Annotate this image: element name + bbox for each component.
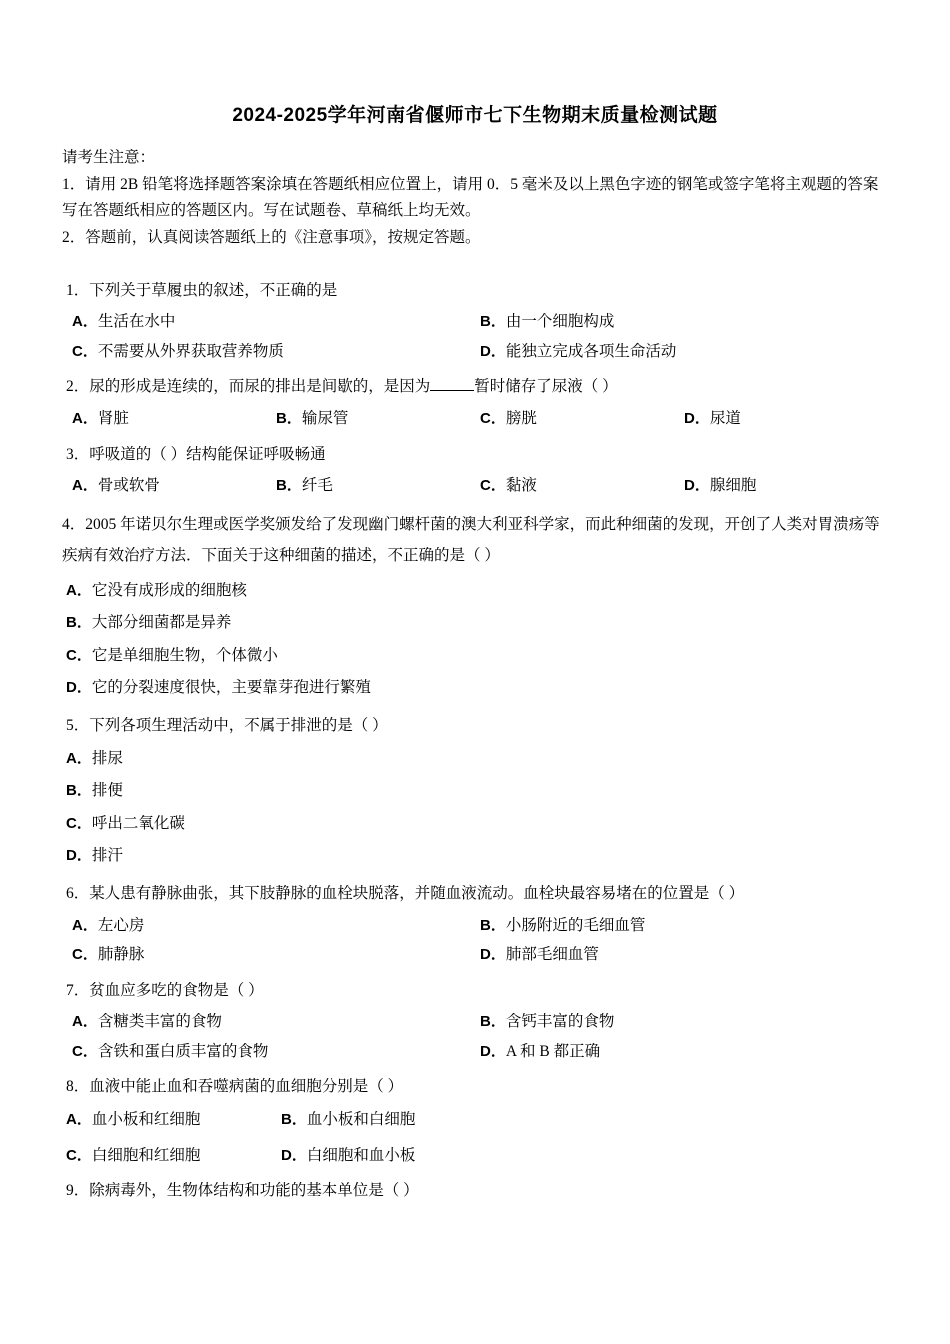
question-text: 2005 年诺贝尔生理或医学奖颁发给了发现幽门螺杆菌的澳大利亚科学家，而此种细菌的发现，开创了人类对胃溃疡等疾病有效治疗方法．下面关于这种细菌的描述，不正确的是（ ）: [62, 515, 880, 564]
question-stem: [62, 509, 888, 571]
option-text: 不需要从外界获取营养物质: [97, 342, 284, 360]
option-letter: B．: [276, 477, 302, 495]
question-stem: [62, 881, 888, 907]
option-d[interactable]: [66, 840, 888, 873]
question-1: [62, 278, 888, 367]
option-text: 含钙丰富的食物: [505, 1013, 615, 1031]
option-text: 肺部毛细血管: [505, 946, 599, 964]
option-text: 由一个细胞构成: [505, 313, 615, 331]
option-text: A 和 B 都正确: [505, 1042, 601, 1060]
option-text: 排便: [91, 782, 123, 800]
option-d[interactable]: [480, 940, 888, 970]
option-letter: C．: [72, 1042, 98, 1060]
option-text: 输尿管: [301, 410, 349, 428]
candidate-notice: [62, 145, 888, 252]
option-text: 它的分裂速度很快，主要靠芽孢进行繁殖: [91, 679, 371, 697]
option-letter: B．: [480, 916, 506, 934]
option-b[interactable]: [276, 471, 480, 501]
question-text: 呼吸道的（ ）结构能保证呼吸畅通: [89, 445, 326, 463]
option-letter: A．: [72, 1013, 98, 1031]
option-letter: A．: [72, 410, 98, 428]
option-text: 血小板和红细胞: [91, 1111, 201, 1129]
option-letter: B．: [66, 614, 92, 632]
option-d[interactable]: [684, 404, 888, 434]
option-group: [62, 307, 888, 366]
option-group-row-2: [62, 1140, 888, 1172]
option-c[interactable]: [72, 337, 480, 367]
option-c[interactable]: [480, 471, 684, 501]
question-3: [62, 442, 888, 501]
question-text: 除病毒外，生物体结构和功能的基本单位是（ ）: [89, 1181, 419, 1199]
option-text: 它是单细胞生物，个体微小: [91, 646, 278, 664]
option-text: 腺细胞: [709, 477, 757, 495]
option-letter: C．: [66, 814, 92, 832]
option-a[interactable]: [72, 1007, 480, 1037]
option-text: 生活在水中: [97, 313, 176, 331]
question-text-after-blank: 暂时储存了尿液（ ）: [474, 378, 618, 396]
option-c[interactable]: [72, 1037, 480, 1067]
question-6: [62, 881, 888, 970]
option-text: 膀胱: [505, 410, 537, 428]
option-a[interactable]: [72, 404, 276, 434]
option-b[interactable]: [480, 307, 888, 337]
question-number: 5．: [66, 716, 90, 734]
option-letter: D．: [66, 679, 92, 697]
option-text: 肾脏: [97, 410, 129, 428]
option-letter: A．: [66, 1111, 92, 1129]
question-2: [62, 374, 888, 433]
option-text: 纤毛: [301, 477, 333, 495]
option-letter: D．: [684, 477, 710, 495]
option-letter: A．: [66, 749, 92, 767]
option-text: 血小板和白细胞: [306, 1111, 416, 1129]
option-a[interactable]: [66, 1104, 281, 1136]
option-letter: C．: [66, 646, 92, 664]
option-letter: C．: [72, 342, 98, 360]
option-letter: B．: [276, 410, 302, 428]
option-text: 大部分细菌都是异养: [91, 614, 232, 632]
question-stem: [62, 1178, 888, 1204]
option-b[interactable]: [480, 911, 888, 941]
notice-line-2: 2．答题前，认真阅读答题纸上的《注意事项》，按规定答题。: [62, 228, 481, 246]
option-text: 白细胞和血小板: [306, 1146, 416, 1164]
option-b[interactable]: [480, 1007, 888, 1037]
question-text: 下列关于草履虫的叙述，不正确的是: [89, 281, 338, 299]
option-a[interactable]: [66, 743, 888, 776]
option-a[interactable]: [72, 911, 480, 941]
option-letter: C．: [66, 1146, 92, 1164]
notice-line-1: 1．请用 2B 铅笔将选择题答案涂填在答题纸相应位置上，请用 0．5 毫米及以上黑色字迹的钢笔或签字笔将主观题的答案写在答题纸相应的答题区内。写在试题卷、草稿纸上均无效。: [62, 175, 879, 220]
option-letter: A．: [72, 477, 98, 495]
option-c[interactable]: [66, 1140, 281, 1172]
option-text: 小肠附近的毛细血管: [505, 916, 646, 934]
option-group: [62, 471, 888, 501]
option-letter: D．: [480, 342, 506, 360]
option-letter: B．: [480, 313, 506, 331]
question-number: 7．: [66, 981, 90, 999]
option-b[interactable]: [276, 404, 480, 434]
option-b[interactable]: [66, 607, 888, 640]
option-c[interactable]: [72, 940, 480, 970]
question-number: 9．: [66, 1181, 90, 1199]
option-d[interactable]: [480, 337, 888, 367]
option-text: 肺静脉: [97, 946, 145, 964]
question-4: [62, 509, 888, 705]
option-group: [62, 404, 888, 434]
option-text: 排尿: [91, 749, 123, 767]
option-a[interactable]: [66, 575, 888, 608]
question-number: 8．: [66, 1078, 90, 1096]
option-c[interactable]: [66, 640, 888, 673]
option-b[interactable]: [281, 1104, 415, 1136]
question-number: 3．: [66, 445, 90, 463]
option-text: 黏液: [505, 477, 537, 495]
question-stem: [62, 1074, 888, 1100]
option-letter: C．: [480, 410, 506, 428]
option-c[interactable]: [480, 404, 684, 434]
question-text: 下列各项生理活动中，不属于排泄的是（ ）: [89, 716, 388, 734]
option-letter: C．: [480, 477, 506, 495]
option-letter: A．: [72, 313, 98, 331]
question-text: 尿的形成是连续的，而尿的排出是间歇的，是因为: [89, 378, 431, 396]
option-d[interactable]: [480, 1037, 888, 1067]
option-d[interactable]: [281, 1140, 415, 1172]
option-text: 尿道: [709, 410, 741, 428]
option-a[interactable]: [72, 307, 480, 337]
option-letter: D．: [66, 847, 92, 865]
question-text: 贫血应多吃的食物是（ ）: [89, 981, 264, 999]
option-letter: B．: [281, 1111, 307, 1129]
question-number: 2．: [66, 378, 90, 396]
question-list: [62, 278, 888, 1204]
option-letter: B．: [66, 782, 92, 800]
option-letter: D．: [684, 410, 710, 428]
question-number: 4．: [62, 515, 86, 533]
question-stem: [62, 442, 888, 468]
option-group: [62, 743, 888, 873]
option-group-row-1: [62, 1104, 888, 1136]
question-5: [62, 713, 888, 873]
option-letter: B．: [480, 1013, 506, 1031]
option-letter: D．: [281, 1146, 307, 1164]
question-number: 1．: [66, 281, 90, 299]
answer-blank: [430, 390, 474, 391]
option-d[interactable]: [66, 672, 888, 705]
option-text: 含糖类丰富的食物: [97, 1013, 222, 1031]
question-text: 某人患有静脉曲张，其下肢静脉的血栓块脱落，并随血液流动。血栓块最容易堵在的位置是（ ）: [89, 884, 745, 902]
question-8: [62, 1074, 888, 1171]
option-letter: D．: [480, 1042, 506, 1060]
option-text: 左心房: [97, 916, 145, 934]
option-group: [62, 575, 888, 705]
option-letter: A．: [66, 581, 92, 599]
question-stem: [62, 278, 888, 304]
question-stem: [62, 374, 888, 400]
option-c[interactable]: [66, 808, 888, 841]
option-group: [62, 911, 888, 970]
option-text: 呼出二氧化碳: [91, 814, 185, 832]
option-a[interactable]: [72, 471, 276, 501]
option-group: [62, 1007, 888, 1066]
option-text: 骨或软骨: [97, 477, 160, 495]
option-text: 它没有成形成的细胞核: [91, 581, 247, 599]
question-text: 血液中能止血和吞噬病菌的血细胞分别是（ ）: [89, 1078, 404, 1096]
question-7: [62, 978, 888, 1067]
option-letter: D．: [480, 946, 506, 964]
question-number: 6．: [66, 884, 90, 902]
option-text: 能独立完成各项生命活动: [505, 342, 677, 360]
option-text: 排汗: [91, 847, 123, 865]
option-b[interactable]: [66, 775, 888, 808]
option-letter: A．: [72, 916, 98, 934]
option-d[interactable]: [684, 471, 888, 501]
question-9: [62, 1178, 888, 1204]
option-text: 白细胞和红细胞: [91, 1146, 201, 1164]
notice-heading: 请考生注意：: [62, 149, 156, 166]
question-stem: [62, 978, 888, 1004]
option-letter: C．: [72, 946, 98, 964]
option-text: 含铁和蛋白质丰富的食物: [97, 1042, 269, 1060]
question-stem: [62, 713, 888, 739]
page-title: 2024-2025学年河南省偃师市七下生物期末质量检测试题: [232, 105, 718, 126]
